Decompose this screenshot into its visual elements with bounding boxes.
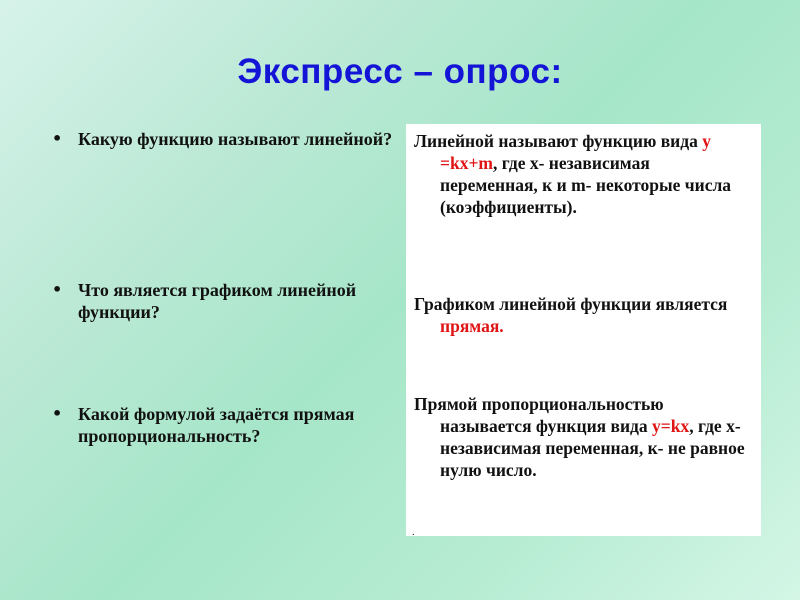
bullet-icon: • — [52, 129, 63, 148]
trailing-dot: . — [412, 527, 415, 538]
answer-text: Прямой пропорциональностью называется функция вида — [414, 394, 664, 436]
bullet-icon: • — [52, 404, 63, 423]
question-text: Какую функцию называют линейной? — [78, 129, 393, 149]
answer-text: Линейной называют функцию вида — [414, 131, 703, 151]
answer-linear-definition — [414, 130, 749, 218]
formula-highlight: у =kx+m — [440, 131, 711, 173]
answer-text: , где x- независимая переменная, к и m- некоторые числа (коэффициенты). — [440, 153, 732, 217]
keyword-highlight: прямая. — [440, 316, 504, 336]
question-text: Какой формулой задаётся прямая пропорциональность? — [78, 404, 355, 446]
answer-text: , где x- независимая переменная, к- не равное нулю число. — [440, 416, 745, 480]
question-item — [48, 403, 398, 447]
question-item — [48, 128, 398, 150]
answer-text: Графиком линейной функции является — [414, 294, 728, 314]
question-item — [48, 279, 398, 323]
bullet-icon: • — [52, 280, 63, 299]
question-text: Что является графиком линейной функции? — [78, 280, 357, 322]
slide-title: Экспресс – опрос: — [237, 52, 563, 91]
answer-graph — [414, 293, 749, 337]
answers-box — [406, 124, 761, 536]
formula-highlight: у=kx — [652, 416, 690, 436]
answer-direct-proportionality — [414, 393, 749, 481]
